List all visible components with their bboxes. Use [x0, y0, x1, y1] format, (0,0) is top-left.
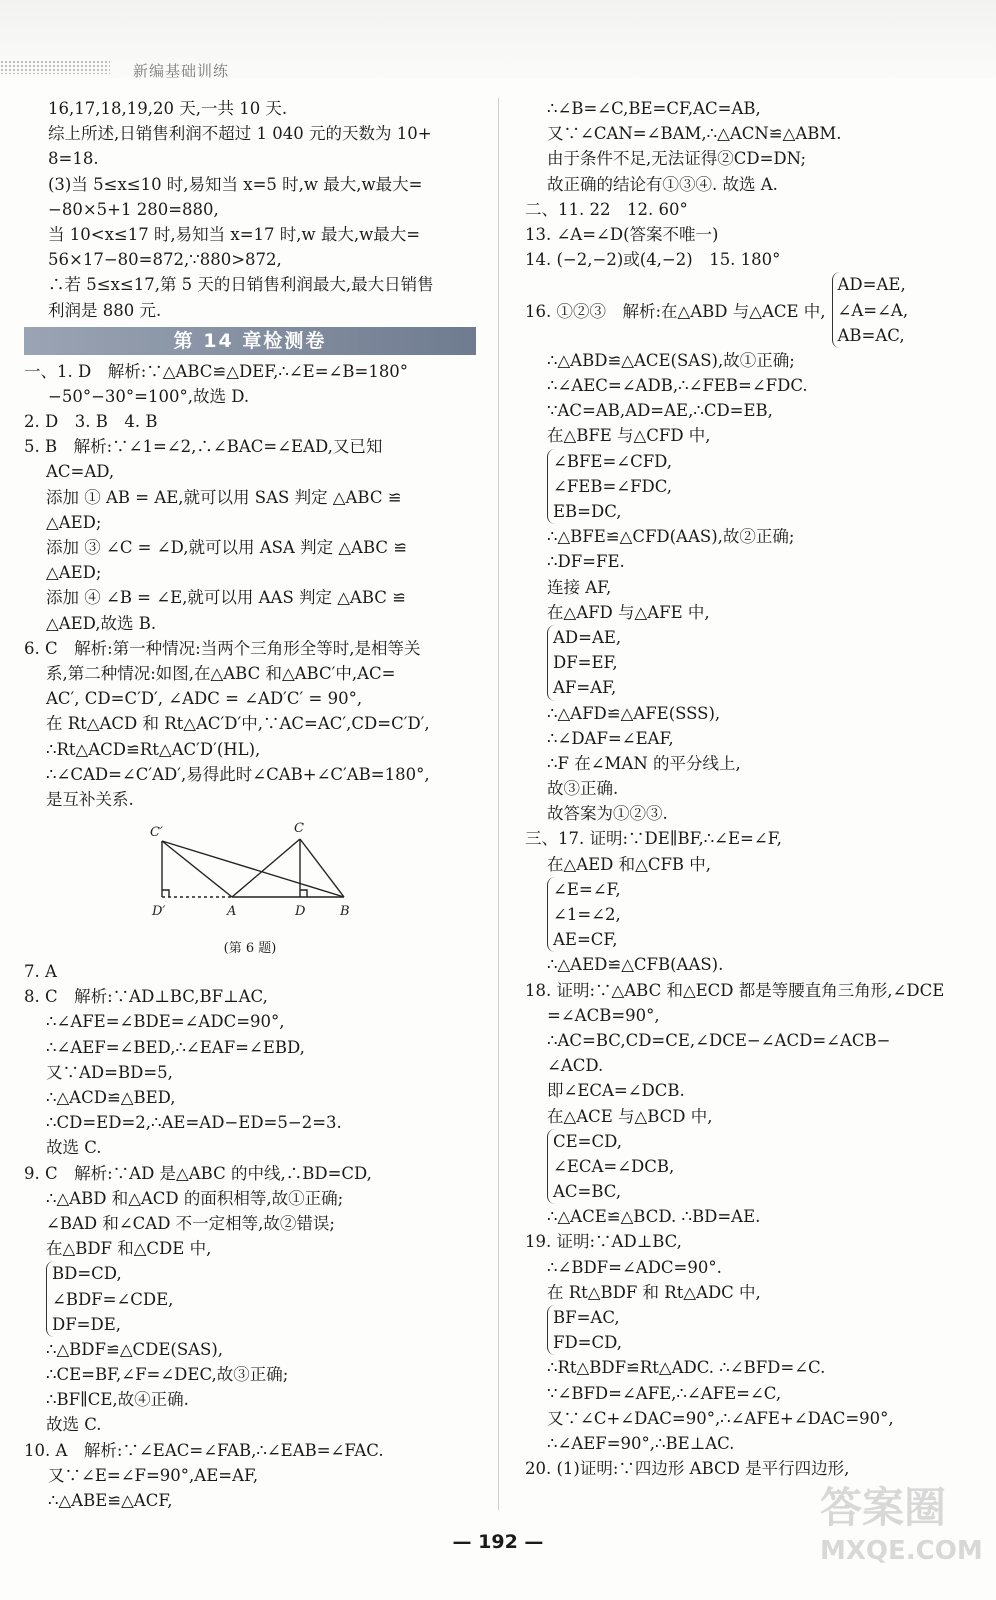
label-c-prime: C′	[150, 825, 163, 841]
text-line: 56×17−80=872,∵880>872,	[48, 250, 282, 270]
label-a: A	[227, 904, 237, 920]
geometry-figure	[24, 814, 476, 939]
text-line: ∴Rt△BDF≌Rt△ADC. ∴∠BFD=∠C.	[547, 1358, 826, 1378]
brace-line: FD=CD,	[553, 1333, 623, 1353]
text-line: 19. 证明:∵AD⊥BC,	[525, 1232, 682, 1252]
text-line: 在 Rt△ACD 和 Rt△AC′D′中,∵AC=AC′,CD=C′D′,	[46, 714, 430, 734]
text-line: 20. (1)证明:∵四边形 ABCD 是平行四边形,	[525, 1459, 850, 1479]
text-line: 9. C 解析:∵AD 是△ABC 的中线,∴BD=CD,	[24, 1163, 372, 1183]
label-b: B	[340, 904, 350, 920]
text-line: ∴∠AEF=∠BED,∴∠EAF=∠EBD,	[46, 1037, 305, 1057]
text-line: −50°−30°=100°,故选 D.	[48, 386, 250, 406]
brace-group-q16-afd	[547, 625, 975, 701]
brace-group-q16	[832, 272, 909, 348]
text-line: ∵AC=AB,AD=AE,∴CD=EB,	[547, 401, 773, 421]
brace-line: DF=DE,	[52, 1314, 122, 1334]
left-column	[24, 96, 476, 1513]
figure-caption: (第 6 题)	[223, 941, 277, 957]
text-line: −80×5+1 280=880,	[48, 199, 219, 219]
text-line: ∴F 在∠MAN 的平分线上,	[547, 753, 741, 773]
right-angle-mark-d	[300, 890, 307, 897]
brace-line: ∠ECA=∠DCB,	[553, 1156, 675, 1176]
brace-line: AB=AC,	[837, 325, 905, 345]
brace-line: DF=EF,	[553, 653, 618, 673]
text-line: 16,17,18,19,20 天,一共 10 天.	[48, 99, 288, 118]
text-line: △AED,故选 B.	[46, 613, 157, 633]
figure-svg	[24, 814, 476, 939]
watermark-text: 答案圈	[820, 1483, 947, 1532]
text-line: ∴△ACD≌△BED,	[46, 1088, 176, 1107]
text-line: 连接 AF,	[547, 577, 612, 597]
answers-q7-q10	[24, 959, 476, 1513]
text-line: 一、1. D 解析:∵△ABC≌△DEF,∴∠E=∠B=180°	[24, 361, 409, 381]
text-line: 10. A 解析:∵∠EAC=∠FAB,∴∠EAB=∠FAC.	[24, 1440, 384, 1460]
text-line: 添加 ④ ∠B = ∠E,就可以用 AAS 判定 △ABC ≌	[46, 588, 406, 608]
text-line: △AED;	[46, 563, 102, 583]
text-line: ∴∠AEF=90°,∴BE⊥AC.	[547, 1433, 735, 1453]
text-line: ∴∠BDF=∠ADC=90°.	[547, 1257, 722, 1277]
page-number: — 192 —	[452, 1531, 544, 1553]
brace-line: EB=DC,	[553, 502, 622, 521]
brace-group-q9	[46, 1261, 476, 1337]
text-line: 综上所述,日销售利润不超过 1 040 元的天数为 10+	[48, 124, 432, 144]
text-line: ∴△ABD 和△ACD 的面积相等,故①正确;	[46, 1188, 344, 1208]
brace-line: AF=AF,	[553, 678, 617, 698]
brace-group-q16-bfe	[547, 449, 975, 525]
text-line: ∴△ABD≌△ACE(SAS),故①正确;	[547, 350, 795, 370]
text-line: 系,第二种情况:如图,在△ABC 和△ABC′中,AC=	[46, 663, 396, 683]
right-column	[525, 96, 975, 1481]
text-line: 14. (−2,−2)或(4,−2) 15. 180°	[525, 250, 781, 270]
segment-c-prime-b	[162, 841, 344, 897]
brace-line: AD=AE,	[837, 275, 906, 295]
text-line: 故正确的结论有①③④. 故选 A.	[547, 174, 778, 194]
text-line: =∠ACB=90°,	[547, 1005, 660, 1025]
watermark-url: MXQE.COM	[820, 1536, 983, 1566]
text-line: 6. C 解析:第一种情况:当两个三角形全等时,是相等关	[24, 638, 421, 658]
brace-line: ∠E=∠F,	[553, 879, 621, 899]
text-line: 故选 C.	[46, 1415, 102, 1435]
text-line: △AED;	[46, 512, 102, 532]
text-line: ∴∠DAF=∠EAF,	[547, 728, 674, 748]
text-line: ∴∠AEC=∠ADB,∴∠FEB=∠FDC.	[547, 376, 808, 396]
answer-q16-header	[525, 272, 975, 348]
text-line: ∴AC=BC,CD=CE,∠DCE−∠ACD=∠ACB−	[547, 1030, 891, 1050]
header-decoration	[0, 60, 110, 74]
brace-line: BD=CD,	[52, 1264, 122, 1284]
text-line: ∴DF=FE.	[547, 552, 625, 572]
text-line: ∴若 5≤x≤17,第 5 天的日销售利润最大,最大日销售	[48, 275, 434, 295]
text-line: AC′, CD=C′D′, ∠ADC = ∠AD′C′ = 90°,	[46, 689, 363, 709]
text-line: 13. ∠A=∠D(答案不唯一)	[525, 224, 719, 244]
text-line: ∠ACD.	[547, 1056, 604, 1076]
text-line: AC=AD,	[46, 462, 115, 482]
text-line: 故答案为①②③.	[547, 804, 668, 824]
text-line: 在 Rt△BDF 和 Rt△ADC 中,	[547, 1282, 761, 1302]
text-line: 又∵∠CAN=∠BAM,∴△ACN≌△ABM.	[547, 124, 842, 144]
text-line: 添加 ① AB = AE,就可以用 SAS 判定 △ABC ≌	[46, 487, 402, 507]
text-line: 当 10<x≤17 时,易知当 x=17 时,w 最大,w最大=	[48, 224, 421, 244]
brace-line: ∠BFE=∠CFD,	[553, 451, 673, 471]
right-angle-mark-d-prime	[162, 890, 169, 897]
text-line: ∵∠BFD=∠AFE,∴∠AFE=∠C,	[547, 1383, 782, 1403]
text-line: (3)当 5≤x≤10 时,易知当 x=5 时,w 最大,w最大=	[48, 174, 423, 194]
label-d: D	[295, 904, 306, 920]
text-line: 16. ①②③ 解析:在△ABD 与△ACE 中,	[525, 302, 826, 322]
text-line: ∴∠B=∠C,BE=CF,AC=AB,	[547, 99, 761, 118]
brace-line: ∠A=∠A,	[837, 300, 909, 320]
text-line: 是互补关系.	[46, 789, 134, 809]
text-line: 在△BFE 与△CFD 中,	[547, 426, 711, 446]
text-line: ∴∠AFE=∠BDE=∠ADC=90°,	[46, 1012, 285, 1032]
brace-line: AD=AE,	[553, 627, 622, 647]
text-line: ∴CE=BF,∠F=∠DEC,故③正确;	[46, 1365, 289, 1385]
text-line: 5. B 解析:∵∠1=∠2,∴∠BAC=∠EAD,又已知	[24, 437, 383, 457]
text-line: ∴△AED≌△CFB(AAS).	[547, 955, 724, 975]
text-line: 二、11. 22 12. 60°	[525, 199, 688, 219]
text-line: 又∵∠C+∠DAC=90°,∴∠AFE+∠DAC=90°,	[547, 1408, 894, 1428]
brace-line: AC=BC,	[553, 1182, 622, 1202]
answers-q1-q6	[24, 359, 476, 812]
brace-line: BF=AC,	[553, 1308, 620, 1327]
brace-line: AE=CF,	[553, 930, 618, 950]
text-line: ∴△ACE≌△BCD. ∴BD=AE.	[547, 1207, 761, 1227]
text-line: 利润是 880 元.	[48, 300, 162, 320]
text-line: ∴△BDF≌△CDE(SAS),	[46, 1339, 224, 1359]
segment-c-a	[232, 839, 300, 897]
text-line: ∴△BFE≌△CFD(AAS),故②正确;	[547, 527, 795, 547]
text-line: 故③正确.	[547, 779, 619, 799]
text-line: ∴Rt△ACD≌Rt△AC′D′(HL),	[46, 739, 261, 759]
answer-block-q3	[24, 96, 476, 323]
text-line: 又∵AD=BD=5,	[46, 1062, 173, 1082]
text-line: 18. 证明:∵△ABC 和△ECD 都是等腰直角三角形,∠DCE	[525, 980, 945, 1000]
text-line: ∴△AFD≌△AFE(SSS),	[547, 703, 721, 723]
brace-group-q18	[547, 1129, 975, 1205]
text-line: 又∵∠E=∠F=90°,AE=AF,	[48, 1465, 259, 1485]
text-line: 8. C 解析:∵AD⊥BC,BF⊥AC,	[24, 987, 268, 1007]
text-line: 8=18.	[48, 149, 99, 169]
text-line: ∴△ABE≌△ACF,	[48, 1491, 173, 1510]
text-line: 在△ACE 与△BCD 中,	[547, 1106, 713, 1126]
column-divider	[498, 98, 499, 1510]
text-line: 在△AFD 与△AFE 中,	[547, 602, 710, 622]
segment-c-prime-a	[162, 841, 232, 897]
brace-group-q17	[547, 877, 975, 953]
text-line: ∠BAD 和∠CAD 不一定相等,故②错误;	[46, 1213, 335, 1233]
text-line: 2. D 3. B 4. B	[24, 412, 158, 432]
text-line: ∴∠CAD=∠C′AD′,易得此时∠CAB+∠C′AB=180°,	[46, 764, 430, 784]
text-line: 故选 C.	[46, 1138, 102, 1158]
text-line: ∴CD=ED=2,∴AE=AD−ED=5−2=3.	[46, 1113, 342, 1133]
text-line: 在△AED 和△CFB 中,	[547, 854, 712, 874]
text-line: ∴BF∥CE,故④正确.	[46, 1390, 189, 1410]
header-title: 新编基础训练	[133, 62, 230, 80]
brace-line: ∠BDF=∠CDE,	[52, 1289, 174, 1309]
text-line: 添加 ③ ∠C = ∠D,就可以用 ASA 判定 △ABC ≌	[46, 538, 408, 557]
brace-group-q19	[547, 1305, 975, 1355]
brace-line: ∠1=∠2,	[553, 905, 621, 924]
label-c: C	[294, 821, 304, 837]
text-line: 即∠ECA=∠DCB.	[547, 1081, 685, 1101]
text-line: 7. A	[24, 962, 57, 982]
header-band	[0, 0, 996, 78]
text-line: 在△BDF 和△CDE 中,	[46, 1239, 212, 1259]
section-title: 第 14 章检测卷	[24, 327, 476, 355]
watermark-logo	[820, 1480, 990, 1595]
segment-c-b	[300, 839, 344, 897]
text-line: 三、17. 证明:∵DE∥BF,∴∠E=∠F,	[525, 829, 782, 849]
text-line: 由于条件不足,无法证得②CD=DN;	[547, 149, 807, 169]
label-d-prime: D′	[152, 904, 166, 920]
brace-line: CE=CD,	[553, 1131, 623, 1151]
brace-line: ∠FEB=∠FDC,	[553, 476, 673, 496]
